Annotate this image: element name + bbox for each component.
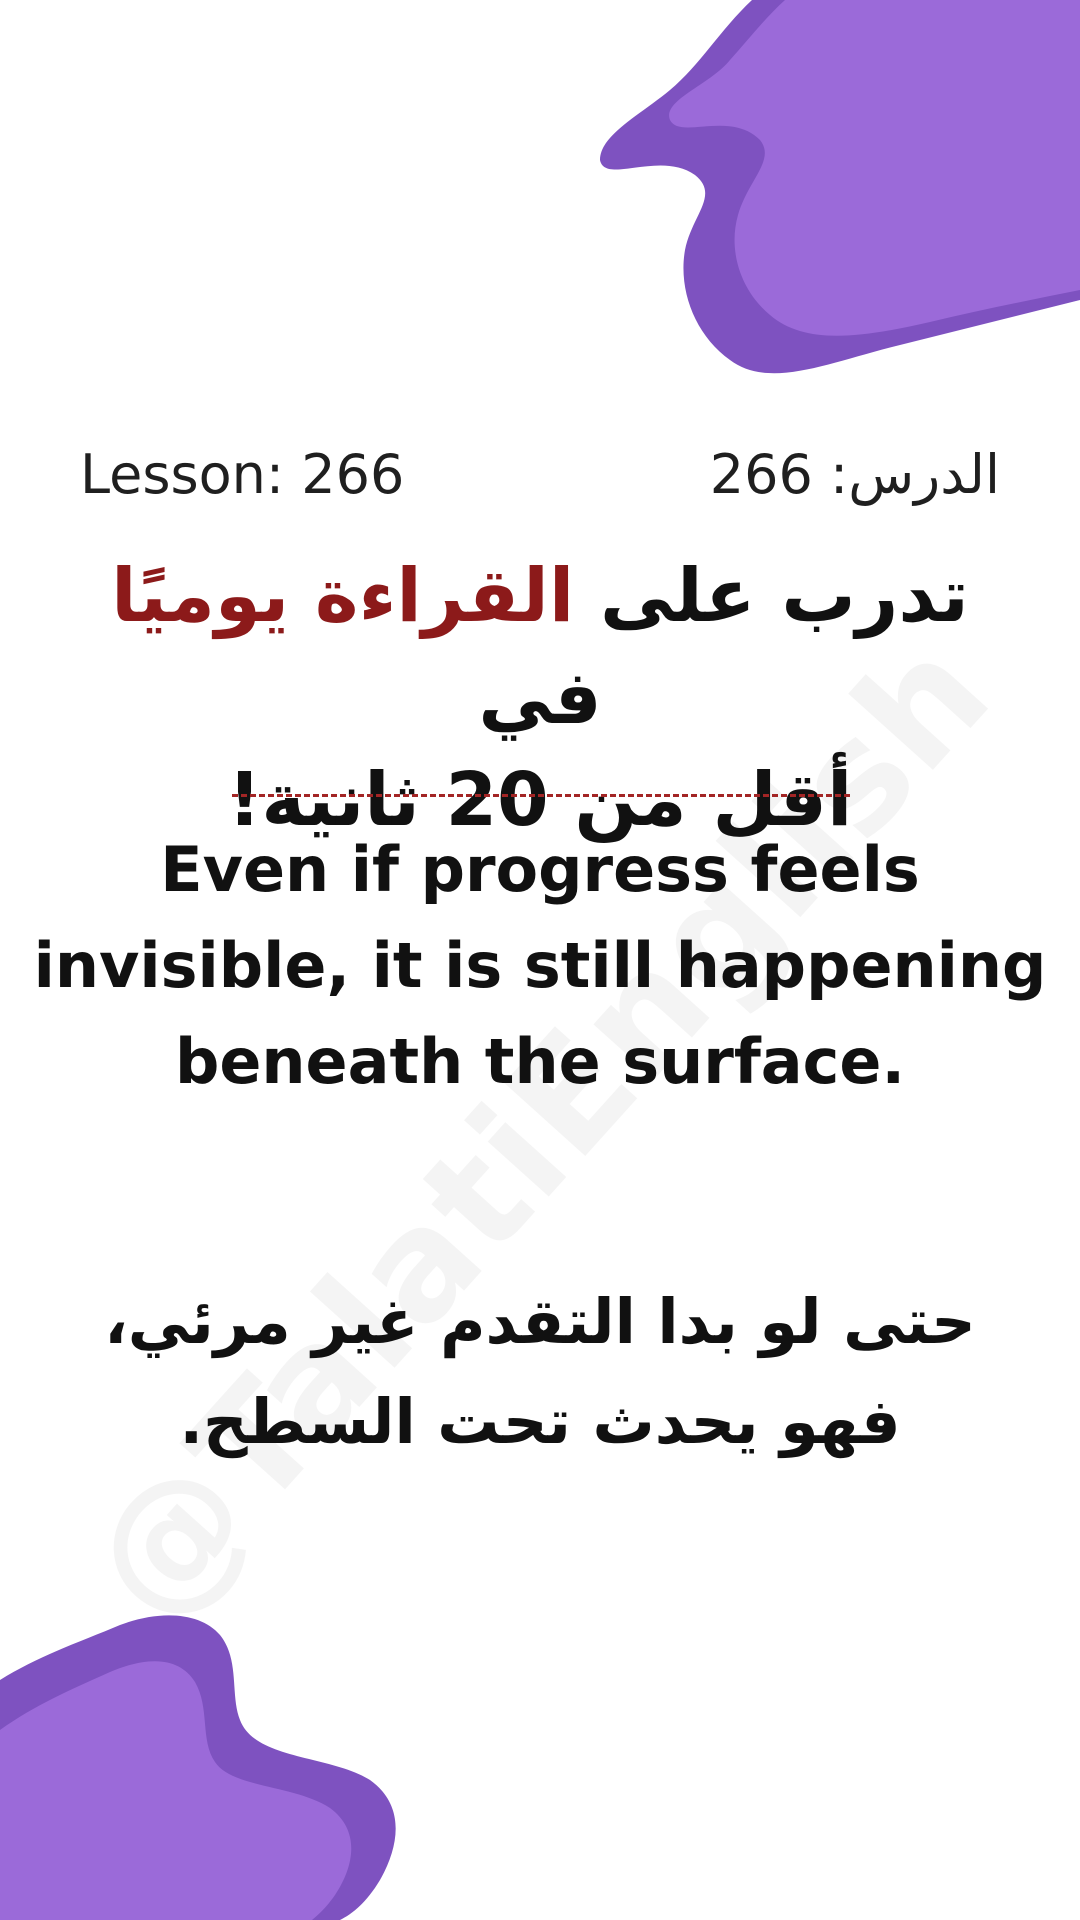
arabic-quote: حتى لو بدا التقدم غير مرئي، فهو يحدث تحت السطح. bbox=[104, 1285, 976, 1458]
lesson-number-arabic: الدرس: 266 bbox=[709, 443, 1000, 506]
english-quote: Even if progress feels invisible, it is still happening beneath the surface. bbox=[33, 833, 1047, 1098]
decorative-blob-bottom-left bbox=[0, 1610, 420, 1920]
arabic-title-part1: تدرب على bbox=[574, 553, 969, 639]
dashed-divider bbox=[232, 794, 850, 797]
arabic-title bbox=[40, 545, 1040, 851]
arabic-title-highlight: القراءة يوميًا bbox=[111, 553, 575, 639]
arabic-title-line2: أقل من 20 ثانية! bbox=[227, 757, 853, 843]
arabic-title-part2: في bbox=[478, 655, 602, 741]
decorative-blob-top-right bbox=[600, 0, 1080, 390]
lesson-number-english: Lesson: 266 bbox=[80, 443, 405, 506]
